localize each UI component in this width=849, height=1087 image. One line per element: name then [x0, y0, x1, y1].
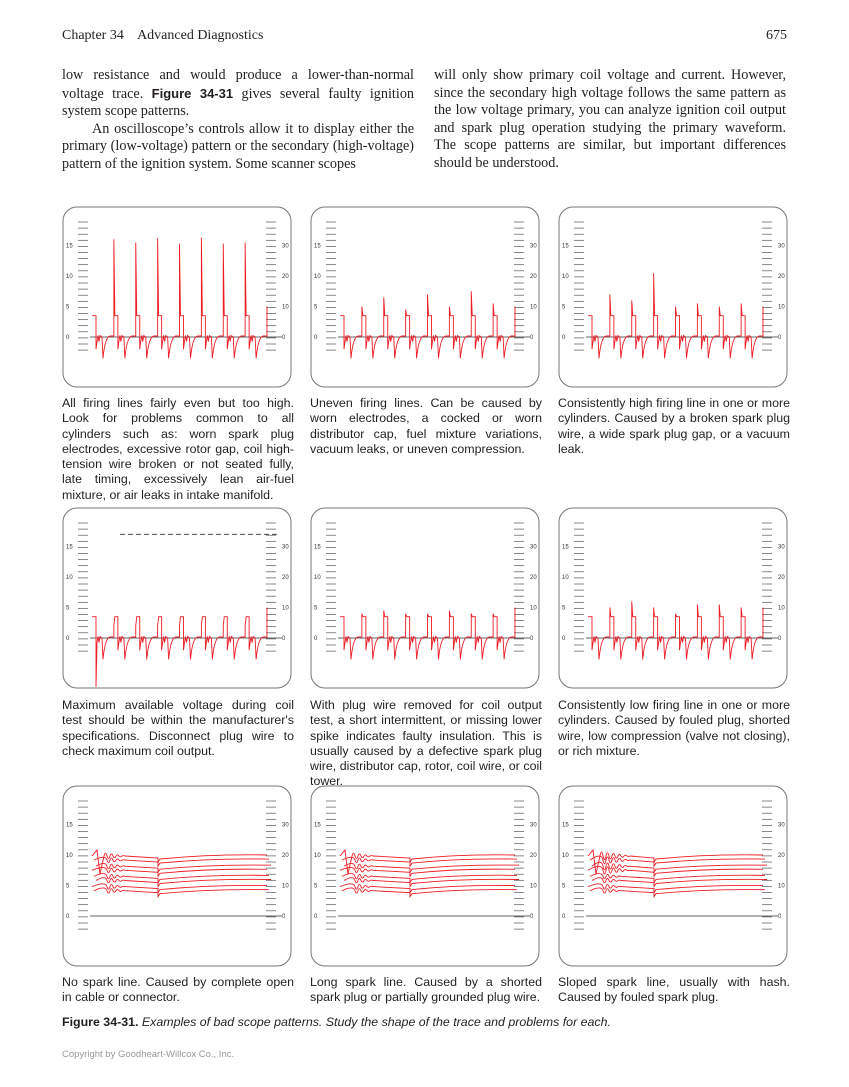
scale-label-left: 5: [66, 605, 70, 612]
scale-label-left: 15: [562, 822, 569, 829]
spark-trace: [92, 850, 267, 874]
firing-trace: [92, 238, 267, 359]
scope-pattern: [62, 781, 300, 969]
scope-pattern: [310, 781, 548, 969]
scale-label-left: 0: [66, 636, 70, 642]
scale-label-left: 10: [66, 575, 73, 581]
scale-label-right: 10: [530, 304, 537, 311]
scale-label-left: 15: [314, 243, 321, 250]
scale-label-left: 10: [314, 274, 321, 280]
pattern-caption: Consistently high firing line in one or more cylinders. Caused by a broken spark plug wire, a wide spark plug gap, or a vacuum leak.: [558, 396, 790, 456]
scale-label-right: 20: [282, 853, 289, 859]
scope-pattern: [310, 202, 548, 390]
scale-label-right: 0: [282, 914, 286, 920]
scale-label-right: 10: [530, 605, 537, 612]
scale-label-left: 5: [562, 605, 566, 612]
paragraph-text: low resistance and would produce a lower-than-normal voltage trace.: [62, 67, 414, 102]
scale-label-left: 10: [562, 853, 569, 859]
body-column-left: [62, 67, 414, 174]
scale-label-right: 20: [530, 853, 537, 859]
spark-trace: [590, 888, 765, 897]
scale-label-right: 30: [282, 243, 289, 250]
paragraph-text: will only show primary coil voltage and current. However, since the secondary high voltage follows the same pattern as the low voltage primary, you can analyze ignition coil output and spark plug operation studying the primary waveform. The scope patterns are similar, but important differences should be understood.: [434, 67, 786, 171]
pattern-caption: Uneven firing lines. Can be caused by worn electrodes, a cocked or worn distributor cap, fuel mixture variations, vacuum leaks, or uneven compression.: [310, 396, 542, 456]
scale-label-right: 20: [530, 274, 537, 280]
running-header: [62, 28, 263, 44]
scale-label-left: 0: [66, 335, 70, 341]
scale-label-left: 15: [562, 243, 569, 250]
scale-label-left: 15: [562, 544, 569, 551]
scale-label-right: 30: [282, 822, 289, 829]
spark-trace: [588, 850, 763, 874]
scale-label-right: 30: [778, 544, 785, 551]
scope-pattern: [62, 503, 300, 691]
scale-label-right: 30: [530, 544, 537, 551]
firing-trace: [340, 291, 515, 358]
scale-label-right: 10: [778, 883, 785, 890]
scale-label-left: 10: [314, 853, 321, 859]
scale-label-left: 5: [562, 304, 566, 311]
scale-label-right: 20: [530, 575, 537, 581]
scale-label-right: 0: [778, 914, 782, 920]
spark-trace: [94, 888, 269, 897]
firing-trace: [588, 273, 763, 358]
pattern-caption: With plug wire removed for coil output test, a short intermittent, or missing lower spike indicates faulty insulation. This is usually caused by a defective spark plug wire, distributor cap, rotor, coil wire, or coil tower.: [310, 698, 542, 789]
spark-trace: [340, 884, 515, 893]
spark-trace: [588, 884, 763, 893]
spark-trace: [344, 863, 519, 872]
scale-label-left: 5: [66, 304, 70, 311]
scale-label-left: 15: [66, 822, 73, 829]
copyright: Copyright by Goodheart-Willcox Co., Inc.: [62, 1049, 235, 1060]
scope-pattern: [558, 781, 796, 969]
figure-label: Figure 34-31.: [62, 1015, 139, 1029]
scale-label-right: 20: [778, 274, 785, 280]
scale-label-left: 0: [66, 914, 70, 920]
scale-label-left: 0: [562, 914, 566, 920]
scope-pattern: [558, 503, 796, 691]
scale-label-left: 5: [314, 883, 318, 890]
figure-caption-text: Examples of bad scope patterns. Study the shape of the trace and problems for each.: [141, 1015, 611, 1029]
spark-trace: [92, 884, 267, 893]
page-number: 675: [766, 28, 787, 43]
figure-caption: [62, 1015, 611, 1029]
scale-label-left: 5: [66, 883, 70, 890]
scale-label-right: 10: [282, 605, 289, 612]
scale-label-right: 30: [778, 822, 785, 829]
scale-label-right: 30: [530, 243, 537, 250]
scale-label-right: 20: [778, 853, 785, 859]
scale-label-right: 10: [778, 304, 785, 311]
pattern-caption: Consistently low firing line in one or more cylinders. Caused by fouled plug, shorted wire, low compression (valve not closing), or rich mixture.: [558, 698, 790, 758]
scale-label-left: 5: [562, 883, 566, 890]
scale-label-left: 15: [66, 544, 73, 551]
scale-label-left: 0: [314, 335, 318, 341]
spark-trace: [342, 888, 517, 897]
scale-label-left: 15: [314, 822, 321, 829]
pattern-caption: Sloped spark line, usually with hash. Caused by fouled spark plug.: [558, 975, 790, 1005]
pattern-caption: Maximum available voltage during coil test should be within the manufacturer's specifications. Disconnect plug wire to check maximum coil output.: [62, 698, 294, 758]
scale-label-right: 0: [778, 636, 782, 642]
scale-label-left: 15: [66, 243, 73, 250]
scale-label-left: 0: [314, 914, 318, 920]
firing-trace: [588, 601, 763, 659]
scale-label-left: 10: [562, 274, 569, 280]
scale-label-left: 10: [314, 575, 321, 581]
scale-label-left: 10: [66, 853, 73, 859]
scale-label-right: 0: [282, 636, 286, 642]
scale-label-right: 0: [778, 335, 782, 341]
scale-label-left: 0: [562, 335, 566, 341]
scale-label-right: 30: [530, 822, 537, 829]
scale-label-right: 0: [530, 914, 534, 920]
scale-label-left: 0: [314, 636, 318, 642]
scale-label-right: 30: [282, 544, 289, 551]
spark-trace: [96, 863, 271, 872]
scale-label-left: 10: [66, 274, 73, 280]
paragraph-text: An oscilloscope’s controls allow it to display either the primary (low-voltage) pattern or the secondary (high-voltage) pattern of the ignition system. Some scanner scopes: [62, 120, 414, 172]
scale-label-right: 20: [282, 575, 289, 581]
chapter-number: Chapter 34: [62, 28, 124, 43]
scale-label-right: 0: [530, 636, 534, 642]
scope-pattern: [310, 503, 548, 691]
scale-label-left: 0: [562, 636, 566, 642]
scale-label-left: 5: [314, 605, 318, 612]
scale-label-right: 0: [530, 335, 534, 341]
scale-label-right: 10: [778, 605, 785, 612]
scope-pattern: [62, 202, 300, 390]
scale-label-left: 5: [314, 304, 318, 311]
body-column-right: [434, 67, 786, 173]
scale-label-right: 10: [530, 883, 537, 890]
scale-label-left: 10: [562, 575, 569, 581]
scale-label-right: 20: [282, 274, 289, 280]
chapter-title: Advanced Diagnostics: [137, 28, 264, 43]
scale-label-right: 0: [282, 335, 286, 341]
scale-label-left: 15: [314, 544, 321, 551]
firing-trace: [92, 608, 267, 687]
firing-trace: [340, 608, 515, 660]
scale-label-right: 20: [778, 575, 785, 581]
figure-reference: Figure 34-31: [151, 85, 234, 101]
scale-label-right: 10: [282, 304, 289, 311]
pattern-caption: All firing lines fairly even but too high. Look for problems common to all cylinders such as: worn spark plug electrodes, excessive rotor gap, coil high-tension wire broken or not seated fully, late timing, excessively lean air-fuel mixture, or air leaks in intake manifold.: [62, 396, 294, 502]
scope-pattern: [558, 202, 796, 390]
scale-label-right: 10: [282, 883, 289, 890]
paragraph-text: gives several faulty ignition system scope patterns.: [62, 85, 415, 120]
pattern-caption: No spark line. Caused by complete open in cable or connector.: [62, 975, 294, 1005]
pattern-caption: Long spark line. Caused by a shorted spark plug or partially grounded plug wire.: [310, 975, 542, 1005]
scale-label-right: 30: [778, 243, 785, 250]
